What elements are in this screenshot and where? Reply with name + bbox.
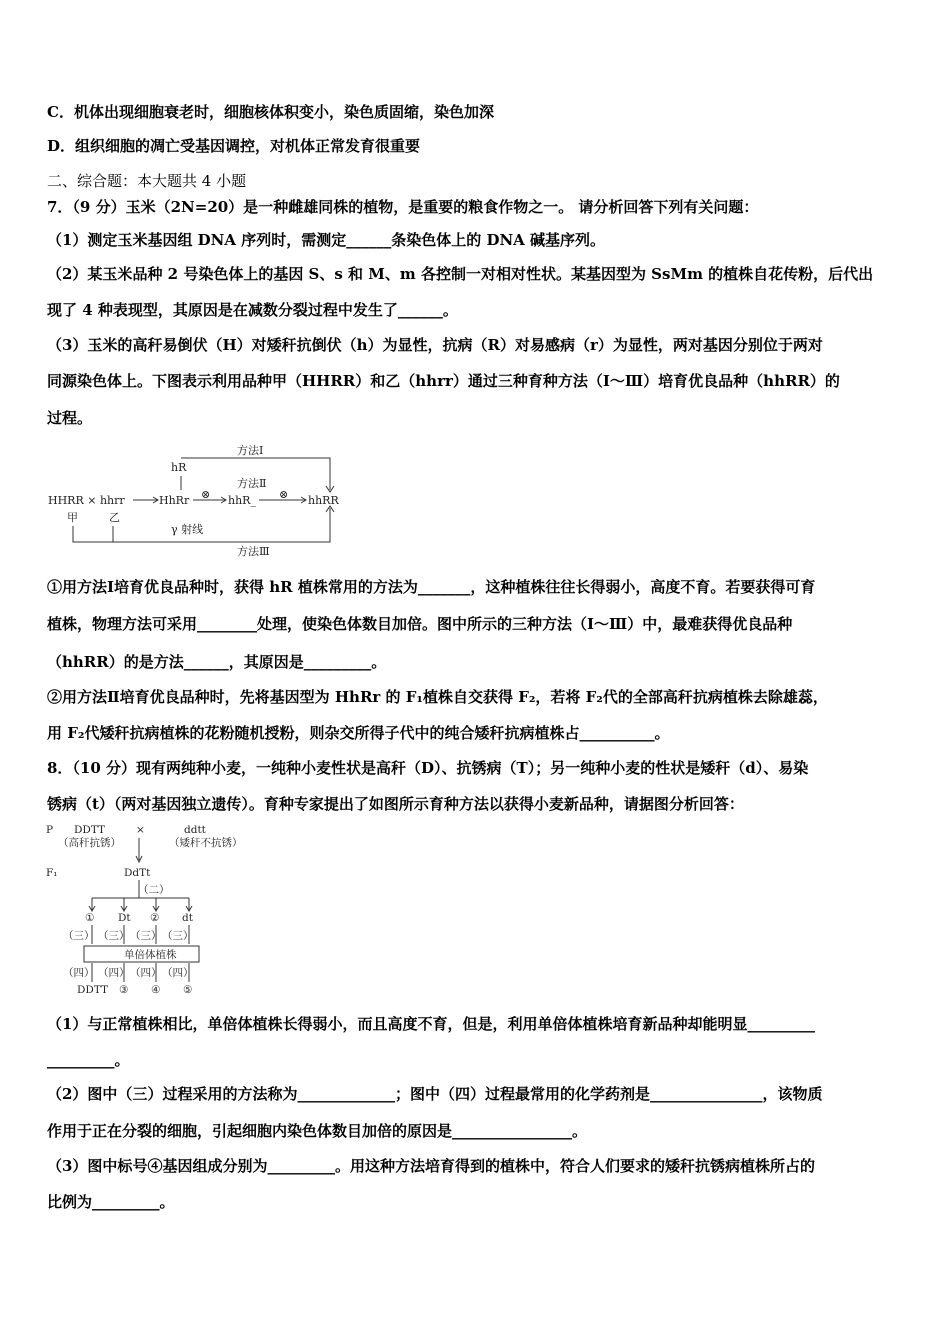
hhrr-f1-label: HhRr <box>159 494 190 507</box>
q8-part2-line1: （2）图中（三）过程采用的方法称为_____________；图中（四）过程最常用的化学药剂是_______________，该物质 <box>47 1085 823 1103</box>
self-cross-symbol-1: ⊗ <box>201 488 211 501</box>
method-3-label: 方法Ⅲ <box>237 545 270 558</box>
parent2-trait: （矮秆不抗锈） <box>169 837 243 849</box>
result-3: ④ <box>151 984 161 996</box>
step-4-label-2: （四） <box>98 967 130 979</box>
q8-part3-line2: 比例为_________。 <box>47 1193 175 1211</box>
result-1: DDTT <box>77 984 109 996</box>
method-1-label: 方法Ⅰ <box>237 444 264 457</box>
gamete-4: dt <box>182 912 193 924</box>
q7-intro: 7．（9 分）玉米（2N=20）是一种雌雄同株的植物，是重要的粮食作物之一。 请分析回答下列有关问题： <box>47 198 759 216</box>
parent-jia-label: 甲 <box>67 511 78 524</box>
gamete-2: Dt <box>118 912 131 924</box>
self-cross-symbol-2: ⊗ <box>279 488 289 501</box>
q8-part3-line1: （3）图中标号④基因组成分别为_________。用这种方法培育得到的植株中，符合人们要求的矮秆抗锈病植株所占的 <box>47 1157 815 1175</box>
result-4: ⑤ <box>183 984 193 996</box>
cross-symbol: × <box>136 824 145 836</box>
gamete-1: ① <box>85 912 95 924</box>
result-2: ③ <box>119 984 129 996</box>
step-4-label-3: （四） <box>130 967 162 979</box>
parent1-genotype: DDTT <box>74 824 106 836</box>
step-4-label-4: （四） <box>162 967 194 979</box>
step-3-label-1: （三） <box>63 930 95 942</box>
breeding-diagram-wheat <box>44 820 274 1000</box>
q7-part3-line2: 同源染色体上。下图表示利用品种甲（HHRR）和乙（hhrr）通过三种育种方法（Ⅰ～Ⅲ）培育优良品种（hhRR）的 <box>47 372 840 390</box>
parent2-genotype: ddtt <box>184 824 206 836</box>
method-2-label: 方法Ⅱ <box>237 477 267 490</box>
q7-part3-line3: 过程。 <box>47 409 93 427</box>
breeding-diagram-corn <box>45 438 355 563</box>
gamete-3: ② <box>150 912 160 924</box>
q7-sub2-line2: 用 F₂代矮秆抗病植株的花粉随机授粉，则杂交所得子代中的纯合矮秆抗病植株占__________。 <box>47 724 670 742</box>
q7-sub2-line1: ②用方法Ⅱ培育优良品种时，先将基因型为 HhRr 的 F₁植株自交获得 F₂，若将 F₂代的全部高秆抗病植株去除雄蕊， <box>47 688 828 706</box>
parent-yi-label: 乙 <box>109 511 120 524</box>
f1-genotype: DdTt <box>124 867 151 879</box>
step-4-label-1: （四） <box>63 967 95 979</box>
q8-intro-line1: 8．（10 分）现有两纯种小麦，一纯种小麦性状是高秆（D）、抗锈病（T）；另一纯种小麦的性状是矮秆（d）、易染 <box>47 759 809 777</box>
option-d: D．组织细胞的凋亡受基因调控，对机体正常发育很重要 <box>47 137 421 155</box>
q8-part1-line2: _________。 <box>47 1051 130 1069</box>
q7-sub1-line3: （hhRR）的是方法______，其原因是_________。 <box>47 653 387 671</box>
P-label: P <box>46 824 54 836</box>
q7-sub1-line2: 植株，物理方法可采用________处理，使染色体数目加倍。图中所示的三种方法（Ⅰ～Ⅲ）中，最难获得优良品种 <box>47 615 793 633</box>
gamma-ray-label: γ 射线 <box>171 523 204 536</box>
q7-sub1-line1: ①用方法Ⅰ培育优良品种时，获得 hR 植株常用的方法为_______，这种植株往往长得弱小，高度不育。若要获得可育 <box>47 578 816 596</box>
cross-label: HHRR × hhrr <box>48 494 125 507</box>
haploid-box-label: 单倍体植株 <box>124 949 177 961</box>
option-c: C．机体出现细胞衰老时，细胞核体积变小，染色质固缩，染色加深 <box>47 103 494 121</box>
step-3-label-3: （三） <box>130 930 162 942</box>
hhR-label: hhR_ <box>228 494 256 507</box>
step-3-label-2: （三） <box>98 930 130 942</box>
q7-part1: （1）测定玉米基因组 DNA 序列时，需测定______条染色体上的 DNA 碱基序列。 <box>47 231 606 249</box>
section-title: 二、综合题：本大题共 4 小题 <box>47 172 247 190</box>
q8-intro-line2: 锈病（t）（两对基因独立遗传）。育种专家提出了如图所示育种方法以获得小麦新品种，请据图分析回答： <box>47 795 744 813</box>
step-3-label-4: （三） <box>162 930 194 942</box>
hR-label: hR <box>171 461 187 474</box>
F1-label: F₁ <box>46 867 58 879</box>
q8-part1-line1: （1）与正常植株相比，单倍体植株长得弱小，而且高度不育，但是，利用单倍体植株培育新品种却能明显_________ <box>47 1015 815 1033</box>
parent1-trait: （高秆抗锈） <box>58 837 121 849</box>
hhRR-label: hhRR <box>308 494 339 507</box>
q7-part2-line1: （2）某玉米品种 2 号染色体上的基因 S、s 和 M、m 各控制一对相对性状。某基因型为 SsMm 的植株自花传粉，后代出 <box>47 265 874 283</box>
q7-part2-line2: 现了 4 种表现型，其原因是在减数分裂过程中发生了______。 <box>47 301 458 319</box>
step-2-label: （二） <box>138 884 170 896</box>
q8-part2-line2: 作用于正在分裂的细胞，引起细胞内染色体数目加倍的原因是________________。 <box>47 1122 588 1140</box>
q7-part3-line1: （3）玉米的高秆易倒伏（H）对矮秆抗倒伏（h）为显性，抗病（R）对易感病（r）为显性，两对基因分别位于两对 <box>47 336 823 354</box>
